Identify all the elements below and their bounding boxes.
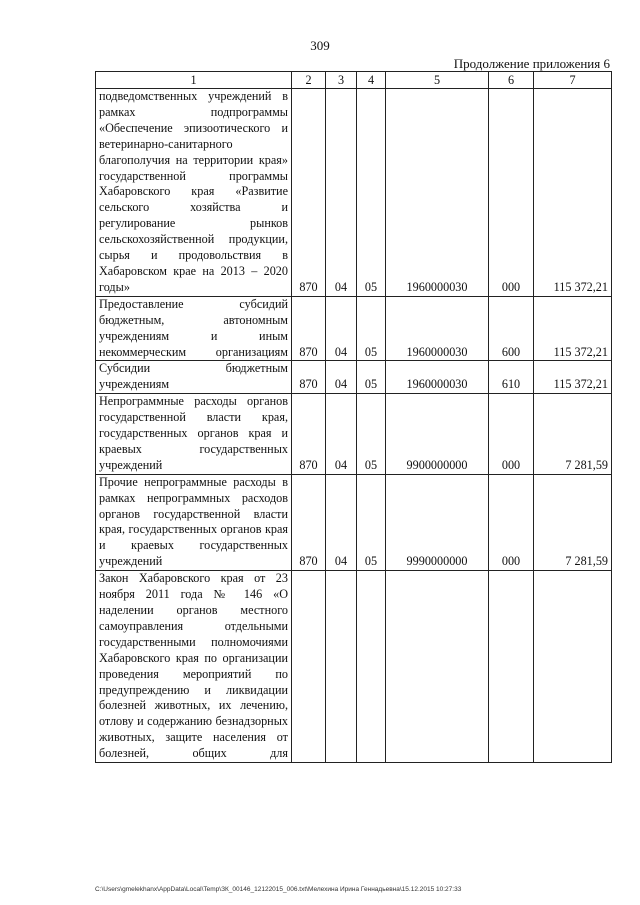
expense-description: подведомственных учреждений в рамках подпрограммы «Обеспечение эпизоотического и ветеринарно-санитарного благополучия на территории края» государственной программы Хабаровского края «Развитие сельского хозяйства и регулирование рынков сельскохозяйственной продукции, сырья и продовольствия в Хабаровском крае на 2013 – 2020 годы» bbox=[96, 89, 292, 297]
expense-description: Предоставление субсидий бюджетным, автономным учреждениям и иным некоммерческим организациям bbox=[96, 296, 292, 361]
table-row bbox=[96, 474, 612, 570]
column-header: 3 bbox=[326, 72, 357, 89]
column-header: 6 bbox=[489, 72, 534, 89]
expense-description: Прочие непрограммные расходы в рамках непрограммных расходов органов государственной власти края, государственных органов края и краевых государственных учреждений bbox=[96, 474, 292, 570]
section-code: 04 bbox=[326, 474, 357, 570]
section-code: 04 bbox=[326, 394, 357, 475]
target-article-code: 1960000030 bbox=[386, 296, 489, 361]
amount: 7 281,59 bbox=[534, 394, 612, 475]
section-code bbox=[326, 571, 357, 763]
amount: 115 372,21 bbox=[534, 89, 612, 297]
subsection-code: 05 bbox=[357, 296, 386, 361]
grbs-code: 870 bbox=[292, 474, 326, 570]
subsection-code: 05 bbox=[357, 361, 386, 394]
subsection-code: 05 bbox=[357, 89, 386, 297]
subsection-code bbox=[357, 571, 386, 763]
expense-type-code bbox=[489, 571, 534, 763]
target-article-code: 1960000030 bbox=[386, 89, 489, 297]
section-code: 04 bbox=[326, 361, 357, 394]
expense-type-code: 000 bbox=[489, 89, 534, 297]
expense-type-code: 600 bbox=[489, 296, 534, 361]
amount: 7 281,59 bbox=[534, 474, 612, 570]
grbs-code: 870 bbox=[292, 296, 326, 361]
expense-type-code: 610 bbox=[489, 361, 534, 394]
table-row bbox=[96, 89, 612, 297]
expense-type-code: 000 bbox=[489, 474, 534, 570]
page-number: 309 bbox=[310, 38, 330, 53]
amount: 115 372,21 bbox=[534, 296, 612, 361]
column-header: 2 bbox=[292, 72, 326, 89]
section-code: 04 bbox=[326, 296, 357, 361]
column-header: 7 bbox=[534, 72, 612, 89]
grbs-code: 870 bbox=[292, 361, 326, 394]
file-path-footer: C:\Users\gmelekhanx\AppData\Local\Temp\ЗК_00146_12122015_006.txt\Мелехина Ирина Геннадьевна\15.12.2015 10:27:33 bbox=[95, 886, 462, 893]
table-row bbox=[96, 296, 612, 361]
target-article-code bbox=[386, 571, 489, 763]
column-header: 1 bbox=[96, 72, 292, 89]
grbs-code: 870 bbox=[292, 89, 326, 297]
table-row bbox=[96, 394, 612, 475]
subsection-code: 05 bbox=[357, 474, 386, 570]
target-article-code: 9900000000 bbox=[386, 394, 489, 475]
expense-description: Субсидии бюджетным учреждениям bbox=[96, 361, 292, 394]
table-row bbox=[96, 361, 612, 394]
section-code: 04 bbox=[326, 89, 357, 297]
expense-description: Закон Хабаровского края от 23 ноября 2011 года № 146 «О наделении органов местного самоуправления отдельными государственными полномочиями Хабаровского края по организации проведения мероприятий по предупреждению и ликвидации болезней животных, их лечению, отлову и содержанию безнадзорных животных, защите населения от болезней, общих для bbox=[96, 571, 292, 763]
subsection-code: 05 bbox=[357, 394, 386, 475]
grbs-code bbox=[292, 571, 326, 763]
column-header: 5 bbox=[386, 72, 489, 89]
table-header-row bbox=[96, 72, 612, 89]
budget-table bbox=[95, 71, 612, 763]
expense-type-code: 000 bbox=[489, 394, 534, 475]
table-row bbox=[96, 571, 612, 763]
grbs-code: 870 bbox=[292, 394, 326, 475]
column-header: 4 bbox=[357, 72, 386, 89]
amount bbox=[534, 571, 612, 763]
appendix-caption: Продолжение приложения 6 bbox=[453, 56, 610, 71]
target-article-code: 9990000000 bbox=[386, 474, 489, 570]
amount: 115 372,21 bbox=[534, 361, 612, 394]
target-article-code: 1960000030 bbox=[386, 361, 489, 394]
expense-description: Непрограммные расходы органов государственной власти края, государственных органов края и краевых государственных учреждений bbox=[96, 394, 292, 475]
